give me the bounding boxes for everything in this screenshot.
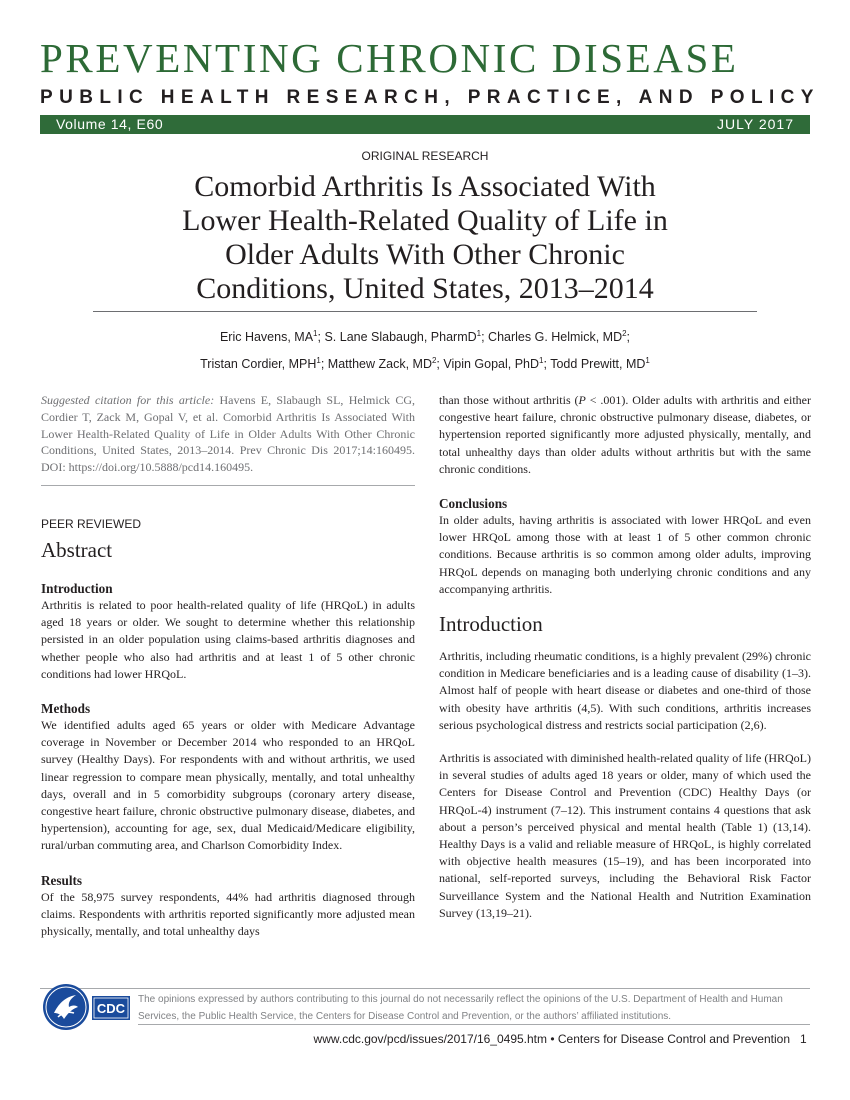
citation-divider [41,485,415,486]
right-column [439,392,811,922]
title-line: Comorbid Arthritis Is Associated With [194,170,656,203]
footer-bottom-divider [138,1024,810,1025]
author-separator: ; [320,357,328,372]
title-line: Older Adults With Other Chronic [225,238,625,271]
author-name: Charles G. Helmick, MD [488,330,623,345]
citation-text: Havens E, Slabaugh SL, Helmick CG, Cordier T, Zack M, Gopal V, et al. Comorbid Arthritis Is Associated With Lower Health-Related Quality of Life in Older Adults With Other Chronic Conditions, United States, 2013–2014. Prev Chronic Dis 2017;14:160495. DOI: https://doi.org/10.5888/pcd14.160495. [41,393,415,475]
author-affiliation: 1 [313,329,318,338]
results-continued-pre: than those without arthritis ( [439,393,579,407]
journal-title: PREVENTING CHRONIC DISEASE [40,35,739,81]
abstract-results-continued [439,392,811,478]
hhs-logo-icon [42,983,90,1031]
title-line: Lower Health-Related Quality of Life in [182,204,668,237]
author-name: Eric Havens, MA [219,330,314,345]
abstract-methods-heading: Methods [41,701,91,716]
citation-label: Suggested citation for this article: [41,393,215,407]
article-section-label: ORIGINAL RESEARCH [361,149,489,163]
author-separator: ; [626,330,631,345]
author-name: Todd Prewitt, MD [550,357,646,372]
abstract-methods-text: We identified adults aged 65 years or older with Medicare Advantage coverage in November or December 2014 who responded to an HRQoL survey (Healthy Days). For respondents with and without arthritis, we used linear regression to compare mean physically, mentally, and total unhealthy days, overall and in 5 comorbidity subgroups (coronary artery disease, congestive heart failure, chronic obstructive pulmonary disease, diabetes, and hypertension), accounting for age, sex, dual Medicaid/Medicare eligibility, rural/urban commuting area, and Charlson Comorbidity Index. [41,718,415,853]
cdc-logo-text: CDC [96,1001,126,1016]
abstract-introduction-text: Arthritis is related to poor health-related quality of life (HRQoL) in adults aged 18 years or older. We sought to determine whether this relationship persisted in an older population using claims-based arthritis diagnoses and whether people who also had arthritis and at least 1 of 5 other chronic conditions had lower HRQoL. [41,597,415,681]
author-name: Vipin Gopal, PhD [443,357,540,372]
introduction-paragraph: Arthritis is associated with diminished health-related quality of life (HRQoL) in several studies of adults aged 18 years or older, many of which used the Centers for Disease Control and Prevention (CDC) Healthy Days (or HRQoL-4) instrument (7–12). This instrument contains 4 questions that ask about a person’s perceived physical and mental health (Table 1) (13,14). Healthy Days is a valid and reliable measure of HRQoL, is highly correlated with objective health measures (15–19), and has been incorporated into national, self-reported surveys, including the Behavioral Risk Factor Surveillance System and the National Health and Nutrition Examination Survey (13,19–21). [439,751,811,920]
introduction-paragraph: Arthritis, including rheumatic conditions, is a highly prevalent (29%) chronic condition in Medicare beneficiaries and is a leading cause of disability (1–3). Almost half of people with heart disease or diabetes and one-third of those with obesity have arthritis (4,5). With such conditions, arthritis increases serious psychological distress and restricts social participation (2,6). [439,649,811,732]
abstract-conclusions-heading: Conclusions [439,496,508,512]
abstract-conclusions-text: In older adults, having arthritis is associated with lower HRQoL and even lower HRQoL among those with at least 1 of 5 other common chronic conditions. Because arthritis is so common among older adults, improving HRQoL depends on managing both underlying chronic conditions and any accompanying arthritis. [439,513,811,596]
footer-url: www.cdc.gov/pcd/issues/2017/16_0495.htm • Centers for Disease Control and Prevention [313,1032,790,1046]
p-value-symbol: P [578,393,586,407]
author-separator: ; [436,357,444,372]
author-separator: ; [317,330,325,345]
cdc-logo-icon [92,996,130,1020]
article-title [100,170,750,306]
author-list [60,322,790,376]
page-number: 1 [800,1032,807,1046]
suggested-citation [41,392,415,476]
author-affiliation: 1 [645,356,650,366]
author-name: S. Lane Slabaugh, PharmD [324,330,477,345]
abstract-introduction-heading: Introduction [41,580,113,596]
title-line: Conditions, United States, 2013–2014 [196,272,654,305]
abstract-results-text: Of the 58,975 survey respondents, 44% had arthritis diagnosed through claims. Respondents with arthritis reported significantly more adjusted mean physically, mentally, and total unhealthy days [41,889,415,939]
journal-subtitle: PUBLIC HEALTH RESEARCH, PRACTICE, AND POLICY [40,87,820,108]
abstract-heading: Abstract [41,537,113,562]
issue-date: JULY 2017 [717,116,794,132]
volume-label: Volume 14, E60 [56,116,164,132]
left-column [41,392,415,940]
author-separator: ; [481,330,489,345]
author-affiliation: 1 [539,356,544,366]
author-separator: ; [543,357,551,372]
footer-disclaimer: The opinions expressed by authors contributing to this journal do not necessarily reflect the opinions of the U.S. Department of Health and Human Services, the Public Health Service, the Centers for Disease Control and Prevention, or the authors’ affiliated institutions. [138,994,783,1022]
author-line [60,322,790,349]
author-affiliation: 1 [316,356,321,366]
volume-bar [40,115,810,134]
introduction-heading: Introduction [439,612,543,637]
peer-reviewed-label: PEER REVIEWED [41,516,142,531]
author-name: Matthew Zack, MD [327,357,432,372]
results-continued-post: < .001). Older adults with arthritis and either congestive heart failure, chronic obstructive pulmonary disease, diabetes, or hypertension reported significantly more adjusted physically, mentally, and total unhealthy days than older adults without arthritis but with the same chronic conditions. [439,393,811,476]
author-affiliation: 2 [622,329,627,338]
author-affiliation: 1 [476,329,482,338]
footer-divider [40,988,810,989]
author-line [60,349,790,376]
title-divider [93,311,757,312]
abstract-results-heading: Results [41,872,83,888]
author-affiliation: 2 [431,356,437,366]
author-name: Tristan Cordier, MPH [200,357,317,372]
